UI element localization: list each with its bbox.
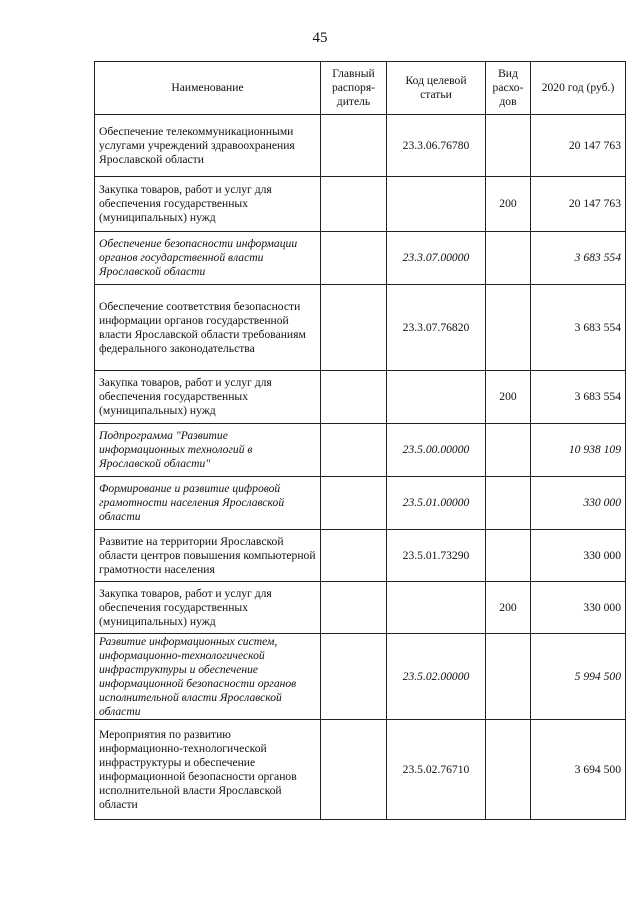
- header-expense-type: Вид расхо- дов: [486, 62, 531, 115]
- row-amount-cell: 3 683 554: [531, 371, 626, 424]
- row-expense-type-cell: [486, 477, 531, 530]
- row-expense-type-cell: 200: [486, 177, 531, 232]
- row-expense-type-cell: [486, 232, 531, 285]
- row-target-code-cell: [387, 371, 486, 424]
- row-name-cell: Закупка товаров, работ и услуг для обеспечения государственных (муниципальных) нужд: [95, 177, 321, 232]
- header-target-code: Код целевой статьи: [387, 62, 486, 115]
- row-amount-cell: 330 000: [531, 530, 626, 582]
- row-amount-cell: 20 147 763: [531, 115, 626, 177]
- row-expense-type-cell: [486, 424, 531, 477]
- row-amount-cell: 330 000: [531, 477, 626, 530]
- row-amount-cell: 5 994 500: [531, 634, 626, 720]
- row-name-cell: Закупка товаров, работ и услуг для обеспечения государственных (муниципальных) нужд: [95, 582, 321, 634]
- row-amount-cell: 3 683 554: [531, 285, 626, 371]
- header-chief-admin: Главный распоря- дитель: [321, 62, 387, 115]
- row-chief-admin-cell: [321, 477, 387, 530]
- table-row: [95, 582, 626, 634]
- row-amount-cell: 10 938 109: [531, 424, 626, 477]
- row-expense-type-cell: [486, 530, 531, 582]
- row-target-code-cell: 23.5.01.73290: [387, 530, 486, 582]
- table-row: [95, 424, 626, 477]
- row-chief-admin-cell: [321, 530, 387, 582]
- row-expense-type-cell: [486, 285, 531, 371]
- row-target-code-cell: [387, 177, 486, 232]
- row-chief-admin-cell: [321, 232, 387, 285]
- row-target-code-cell: 23.3.07.76820: [387, 285, 486, 371]
- page-number: 45: [312, 30, 328, 46]
- table-row: [95, 530, 626, 582]
- row-target-code-cell: 23.3.06.76780: [387, 115, 486, 177]
- row-target-code-cell: 23.3.07.00000: [387, 232, 486, 285]
- row-target-code-cell: 23.5.02.76710: [387, 720, 486, 820]
- row-chief-admin-cell: [321, 582, 387, 634]
- row-amount-cell: 3 694 500: [531, 720, 626, 820]
- row-target-code-cell: 23.5.00.00000: [387, 424, 486, 477]
- table-row: [95, 477, 626, 530]
- row-amount-cell: 3 683 554: [531, 232, 626, 285]
- row-chief-admin-cell: [321, 115, 387, 177]
- row-amount-cell: 20 147 763: [531, 177, 626, 232]
- table-row: [95, 177, 626, 232]
- row-name-cell: Мероприятия по развитию информационно-технологической инфраструктуры и обеспечение информационной безопасности органов исполнительной власти Ярославской области: [95, 720, 321, 820]
- budget-table: [94, 61, 626, 820]
- table-row: [95, 371, 626, 424]
- row-name-cell: Закупка товаров, работ и услуг для обеспечения государственных (муниципальных) нужд: [95, 371, 321, 424]
- row-chief-admin-cell: [321, 285, 387, 371]
- table-header-row: [95, 62, 626, 115]
- row-name-cell: Подпрограмма "Развитие информационных технологий в Ярославской области": [95, 424, 321, 477]
- row-chief-admin-cell: [321, 177, 387, 232]
- table-body: [95, 115, 626, 820]
- row-name-cell: Обеспечение безопасности информации органов государственной власти Ярославской области: [95, 232, 321, 285]
- row-expense-type-cell: 200: [486, 371, 531, 424]
- row-expense-type-cell: [486, 720, 531, 820]
- row-chief-admin-cell: [321, 720, 387, 820]
- row-target-code-cell: [387, 582, 486, 634]
- row-chief-admin-cell: [321, 634, 387, 720]
- table-row: [95, 285, 626, 371]
- row-expense-type-cell: 200: [486, 582, 531, 634]
- table-row: [95, 115, 626, 177]
- row-name-cell: Развитие на территории Ярославской области центров повышения компьютерной грамотности населения: [95, 530, 321, 582]
- header-year-amount: 2020 год (руб.): [531, 62, 626, 115]
- table-row: [95, 232, 626, 285]
- row-amount-cell: 330 000: [531, 582, 626, 634]
- row-target-code-cell: 23.5.02.00000: [387, 634, 486, 720]
- row-name-cell: Развитие информационных систем, информационно-технологической инфраструктуры и обеспечение информационной безопасности органов исполнительной власти Ярославской области: [95, 634, 321, 720]
- row-name-cell: Обеспечение телекоммуникационными услугами учреждений здравоохранения Ярославской области: [95, 115, 321, 177]
- row-name-cell: Формирование и развитие цифровой грамотности населения Ярославской области: [95, 477, 321, 530]
- header-name: Наименование: [95, 62, 321, 115]
- row-name-cell: Обеспечение соответствия безопасности информации органов государственной власти Ярославской области требованиям федерального законодательства: [95, 285, 321, 371]
- row-chief-admin-cell: [321, 371, 387, 424]
- row-expense-type-cell: [486, 115, 531, 177]
- table-row: [95, 720, 626, 820]
- row-expense-type-cell: [486, 634, 531, 720]
- row-chief-admin-cell: [321, 424, 387, 477]
- row-target-code-cell: 23.5.01.00000: [387, 477, 486, 530]
- table-row: [95, 634, 626, 720]
